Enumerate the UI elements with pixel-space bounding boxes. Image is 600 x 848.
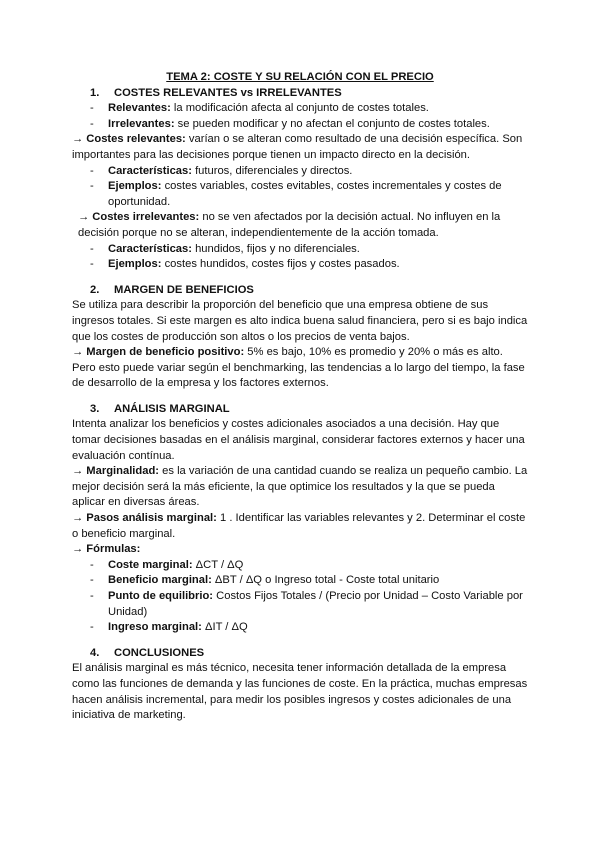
list-term: Irrelevantes: bbox=[108, 117, 175, 130]
s1-list-2 bbox=[72, 164, 528, 211]
list-item bbox=[72, 573, 528, 589]
section-number: 2. bbox=[90, 283, 100, 296]
para-term: → Pasos análisis marginal: bbox=[72, 512, 217, 525]
formulas-list bbox=[72, 558, 528, 636]
list-item bbox=[72, 101, 528, 117]
list-item bbox=[72, 179, 528, 210]
list-item bbox=[72, 164, 528, 180]
list-term: Ejemplos: bbox=[108, 258, 162, 271]
para-text: varían o se alteran como resultado de una decisión específica. Son importantes para las decisiones porque tienen un impacto directo en la decisión. bbox=[72, 133, 523, 161]
list-term: Características: bbox=[108, 164, 192, 177]
para-text: es la variación de una cantidad cuando se realiza un pequeño cambio. La mejor decisión será la más eficiente, la que optimice los resultados y la que se pueda aplicar en diversas áreas. bbox=[72, 465, 528, 509]
marginalidad-paragraph bbox=[72, 464, 528, 511]
list-text: costes variables, costes evitables, costes incrementales y costes de oportunidad. bbox=[108, 180, 502, 208]
list-term: Ejemplos: bbox=[108, 180, 162, 193]
section-1-heading bbox=[72, 86, 528, 102]
list-text: costes hundidos, costes fijos y costes pasados. bbox=[161, 258, 400, 271]
costes-irrelevantes-paragraph bbox=[72, 210, 528, 241]
section-heading-text: ANÁLISIS MARGINAL bbox=[114, 402, 230, 415]
section-number: 3. bbox=[90, 402, 100, 415]
s1-list-1 bbox=[72, 101, 528, 132]
margen-intro-paragraph: Se utiliza para describir la proporción del beneficio que una empresa obtiene de sus ingresos totales. Si este margen es alto indica buena salud financiera, pero si es bajo indica que los costes de producción son altos o los precios de venta bajos. bbox=[72, 299, 528, 343]
list-text: ΔCT / ΔQ bbox=[192, 558, 244, 571]
list-item bbox=[72, 242, 528, 258]
para-term: → Fórmulas: bbox=[72, 543, 141, 556]
section-2-heading bbox=[72, 283, 528, 299]
list-item bbox=[72, 117, 528, 133]
list-text: se pueden modificar y no afectan el conjunto de costes totales. bbox=[174, 117, 490, 130]
pasos-paragraph bbox=[72, 511, 528, 542]
list-item bbox=[72, 257, 528, 273]
list-text: ΔBT / ΔQ o Ingreso total - Coste total unitario bbox=[211, 574, 440, 587]
para-text: no se ven afectados por la decisión actual. No influyen en la decisión porque no se alteran, independientemente de la acción tomada. bbox=[78, 211, 501, 239]
list-term: Ingreso marginal: bbox=[108, 621, 202, 634]
list-term: Beneficio marginal: bbox=[108, 574, 212, 587]
list-text: ΔIT / ΔQ bbox=[201, 621, 248, 634]
page-title: TEMA 2: COSTE Y SU RELACIÓN CON EL PRECIO bbox=[166, 71, 434, 83]
list-term: Punto de equilibrio: bbox=[108, 590, 214, 602]
document-page bbox=[72, 70, 528, 724]
list-term: Características: bbox=[108, 242, 192, 255]
section-3-heading bbox=[72, 402, 528, 418]
section-number: 1. bbox=[90, 86, 100, 99]
para-text: 1 . Identificar las variables relevantes y 2. Determinar el coste o beneficio marginal. bbox=[72, 512, 526, 540]
section-heading-text: CONCLUSIONES bbox=[114, 646, 205, 659]
section-heading-text: MARGEN DE BENEFICIOS bbox=[114, 283, 254, 296]
list-term: Coste marginal: bbox=[108, 558, 193, 571]
list-text: hundidos, fijos y no diferenciales. bbox=[191, 242, 360, 255]
s1-list-3 bbox=[72, 242, 528, 273]
conclusiones-paragraph: El análisis marginal es más técnico, necesita tener información detallada de la empresa como las funciones de demanda y las funciones de coste. En la práctica, muchas empresas hacen análisis incremental, para medir los posibles ingresos y costes adicionales de una iniciativa de marketing. bbox=[72, 662, 528, 722]
section-number: 4. bbox=[90, 646, 100, 659]
analisis-intro-paragraph: Intenta analizar los beneficios y costes adicionales asociados a una decisión. Hay que tomar decisiones basadas en el análisis marginal, considerar factores externos y hacer una evaluación contínua. bbox=[72, 418, 525, 462]
list-text: futuros, diferenciales y directos. bbox=[191, 164, 353, 177]
para-term: → Marginalidad: bbox=[72, 465, 160, 478]
list-text: Costos Fijos Totales / (Precio por Unidad – Costo Variable por Unidad) bbox=[108, 590, 523, 618]
costes-relevantes-paragraph bbox=[72, 132, 528, 163]
para-term: → Costes irrelevantes: bbox=[78, 211, 200, 224]
list-text: la modificación afecta al conjunto de costes totales. bbox=[170, 102, 429, 115]
list-item bbox=[72, 620, 528, 636]
para-text: 5% es bajo, 10% es promedio y 20% o más es alto. Pero esto puede variar según el benchmarking, las tendencias a lo largo del tiempo, la fase de desarrollo de la empresa y los factores externos. bbox=[72, 346, 525, 390]
section-4-heading bbox=[72, 646, 528, 662]
section-heading-text: COSTES RELEVANTES vs IRRELEVANTES bbox=[114, 86, 342, 99]
para-term: → Costes relevantes: bbox=[72, 133, 186, 146]
margen-positivo-paragraph bbox=[72, 345, 528, 392]
list-item bbox=[72, 589, 528, 620]
list-term: Relevantes: bbox=[108, 102, 171, 115]
formulas-label bbox=[72, 542, 528, 558]
list-item bbox=[72, 558, 528, 574]
para-term: → Margen de beneficio positivo: bbox=[72, 346, 245, 359]
